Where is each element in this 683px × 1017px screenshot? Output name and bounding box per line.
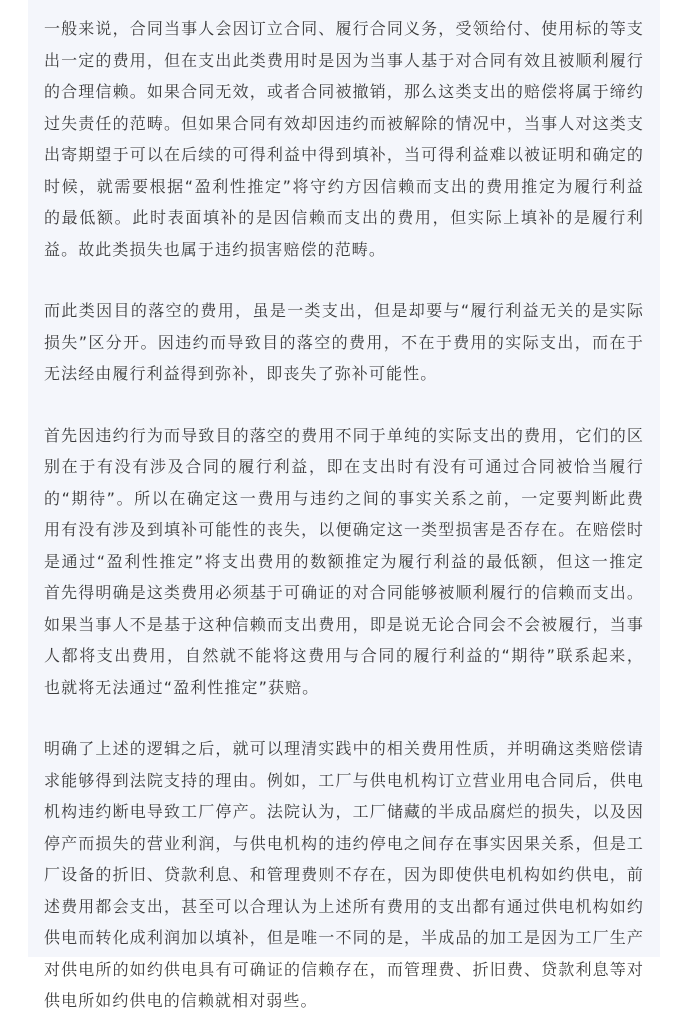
paragraph-3: 首先因违约行为而导致目的落空的费用不同于单纯的实际支出的费用，它们的区别在于有没有涉及合同的履行利益，即在支出时有没有可通过合同被恰当履行的“期待”。所以在确定这一费用与违约之间的事实关系之前，一定要判断此费用有没有涉及到填补可能性的丧失，以便确定这一类型损害是否存在。在赔偿时是通过“盈利性推定”将支出费用的数额推定为履行利益的最低额，但这一推定首先得明确是这类费用必须基于可确证的对合同能够被顺利履行的信赖而支出。如果当事人不是基于这种信赖而支出费用，即是说无论合同会不会被履行，当事人都将支出费用，自然就不能将这费用与合同的履行利益的“期待”联系起来，也就将无法通过“盈利性推定”获赔。 <box>44 425 644 697</box>
paragraph-2: 而此类因目的落空的费用，虽是一类支出，但是却要与“履行利益无关的是实际损失”区分开。因违约而导致目的落空的费用，不在于费用的实际支出，而在于无法经由履行利益得到弥补，即丧失了弥补可能性。 <box>44 301 644 383</box>
paragraph-gap <box>44 265 644 295</box>
paragraph-gap <box>44 390 644 420</box>
paragraph-gap <box>44 703 644 733</box>
article-panel <box>28 0 660 1010</box>
paragraph-4: 明确了上述的逻辑之后，就可以理清实践中的相关费用性质，并明确这类赔偿请求能够得到法院支持的理由。例如，工厂与供电机构订立营业用电合同后，供电机构违约断电导致工厂停产。法院认为，工厂储藏的半成品腐烂的损失，以及因停产而损失的营业利润，与供电机构的违约停电之间存在事实因果关系，但是工厂设备的折旧、贷款利息、和管理费则不存在，因为即使供电机构如约供电，前述费用都会支出，甚至可以合理认为上述所有费用的支出都有通过供电机构如约供电而转化成利润加以填补，但是唯一不同的是，半成品的加工是因为工厂生产对供电所的如约供电具有可确证的信赖存在，而管理费、折旧费、贷款利息等对供电所如约供电的信赖就相对弱些。 <box>44 739 644 1010</box>
paragraph-1: 一般来说，合同当事人会因订立合同、履行合同义务，受领给付、使用标的等支出一定的费用，但在支出此类费用时是因为当事人基于对合同有效且被顺利履行的合理信赖。如果合同无效，或者合同被撤销，那么这类支出的赔偿将属于缔约过失责任的范畴。但如果合同有效却因违约而被解除的情况中，当事人对这类支出寄期望于可以在后续的可得利益中得到填补，当可得利益难以被证明和确定的时候，就需要根据“盈利性推定”将守约方因信赖而支出的费用推定为履行利益的最低额。此时表面填补的是因信赖而支出的费用，但实际上填补的是履行利益。故此类损失也属于违约损害赔偿的范畴。 <box>44 19 644 259</box>
